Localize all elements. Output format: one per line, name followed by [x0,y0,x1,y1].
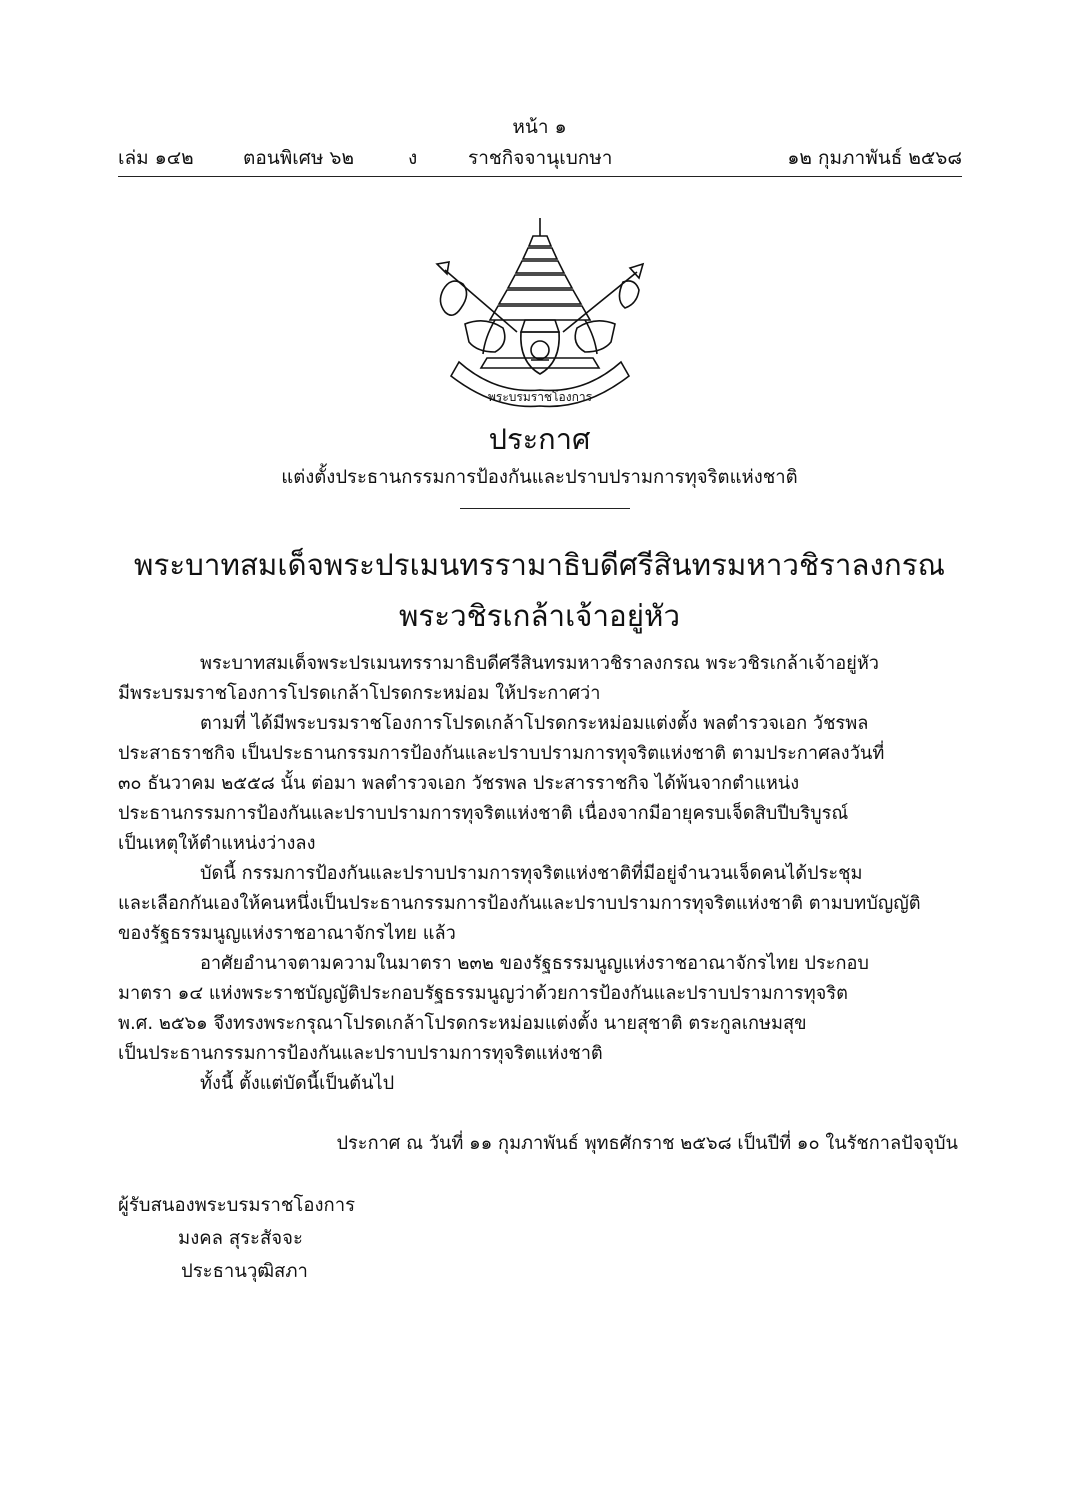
page-number: หน้า ๑ [512,116,567,138]
announcement-title: ประกาศ [488,422,591,456]
body-line: ๓๐ ธันวาคม ๒๕๕๘ นั้น ต่อมา พลตำรวจเอก วัชรพล ประสารราชกิจ ได้พ้นจากตำแหน่ง [118,773,800,794]
emblem-inscription: พระบรมราชโองการ [487,390,593,404]
countersign-label: ผู้รับสนองพระบรมราชโองการ [118,1195,356,1216]
volume-label: เล่ม ๑๔๒ [118,147,194,169]
body-line: มีพระบรมราชโองการโปรดเกล้าโปรดกระหม่อม ให้ประกาศว่า [118,683,601,704]
body-line: มาตรา ๑๔ แห่งพระราชบัญญัติประกอบรัฐธรรมนูญว่าด้วยการป้องกันและปราบปรามการทุจริต [118,983,848,1004]
section-label: ตอนพิเศษ ๖๒ [243,147,354,169]
body-line: พระบาทสมเด็จพระปรเมนทรรามาธิบดีศรีสินทรมหาวชิราลงกรณ พระวชิรเกล้าเจ้าอยู่หัว [200,653,880,674]
body-line: และเลือกกันเองให้คนหนึ่งเป็นประธานกรรมการป้องกันและปราบปรามการทุจริตแห่งชาติ ตามบทบัญญัติ [118,893,921,914]
body-line: ประสาธราชกิจ เป็นประธานกรรมการป้องกันและปราบปรามการทุจริตแห่งชาติ ตามประกาศลงวันที่ [118,743,885,764]
publication-date: ๑๒ กุมภาพันธ์ ๒๕๖๘ [787,147,962,169]
body-line: ประธานกรรมการป้องกันและปราบปรามการทุจริตแห่งชาติ เนื่องจากมีอายุครบเจ็ดสิบปีบริบูรณ์ [118,803,849,824]
title-divider [460,508,630,509]
body-line: เป็นเหตุให้ตำแหน่งว่างลง [118,833,316,854]
king-name-line-1: พระบาทสมเด็จพระปรเมนทรรามาธิบดีศรีสินทรมหาวชิราลงกรณ [134,548,945,582]
body-line: ของรัฐธรรมนูญแห่งราชอาณาจักรไทย แล้ว [118,923,456,944]
royal-garuda-emblem-icon [425,212,655,412]
part-label: ง [408,147,418,169]
king-name-line-2: พระวชิรเกล้าเจ้าอยู่หัว [398,599,681,633]
body-line: บัดนี้ กรรมการป้องกันและปราบปรามการทุจริตแห่งชาติที่มีอยู่จำนวนเจ็ดคนได้ประชุม [200,863,863,884]
publication-name: ราชกิจจานุเบกษา [468,147,613,169]
emblem-svg [425,212,655,412]
announcement-subtitle: แต่งตั้งประธานกรรมการป้องกันและปราบปรามการทุจริตแห่งชาติ [281,467,798,488]
countersign-position: ประธานวุฒิสภา [181,1261,308,1282]
countersign-name: มงคล สุระสัจจะ [178,1228,303,1249]
announcement-date: ประกาศ ณ วันที่ ๑๑ กุมภาพันธ์ พุทธศักราช ๒๕๖๘ เป็นปีที่ ๑๐ ในรัชกาลปัจจุบัน [336,1133,958,1154]
body-line: อาศัยอำนาจตามความในมาตรา ๒๓๒ ของรัฐธรรมนูญแห่งราชอาณาจักรไทย ประกอบ [200,953,869,974]
body-line: ทั้งนี้ ตั้งแต่บัดนี้เป็นต้นไป [200,1073,395,1094]
body-line: เป็นประธานกรรมการป้องกันและปราบปรามการทุจริตแห่งชาติ [118,1043,603,1064]
body-line: พ.ศ. ๒๕๖๑ จึงทรงพระกรุณาโปรดเกล้าโปรดกระหม่อมแต่งตั้ง นายสุชาติ ตระกูลเกษมสุข [118,1013,807,1034]
body-line: ตามที่ ได้มีพระบรมราชโองการโปรดเกล้าโปรดกระหม่อมแต่งตั้ง พลตำรวจเอก วัชรพล [200,713,869,734]
header-rule [118,176,962,177]
